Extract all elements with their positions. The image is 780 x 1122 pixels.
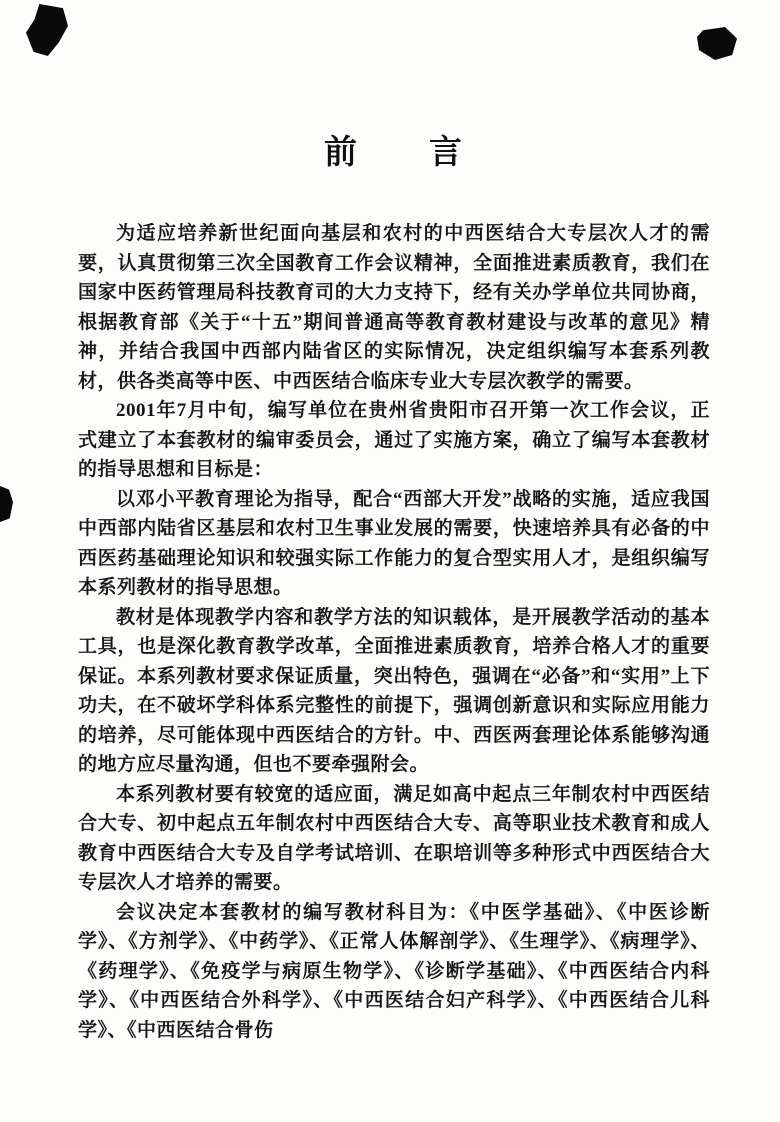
preface-paragraph-6: 会议决定本套教材的编写教材科目为：《中医学基础》、《中医诊断学》、《方剂学》、《中药学》、《正常人体解剖学》、《生理学》、《病理学》、《药理学》、《免疫学与病原生物学》、《诊断学基础》、《中西医结合内科学》、《中西医结合外科学》、《中西医结合妇产科学》、《中西医结合儿科学》、《中西医结合骨伤 (78, 901, 710, 1041)
preface-paragraph-3: 以邓小平教育理论为指导，配合“西部大开发”战略的实施，适应我国中西部内陆省区基层和农村卫生事业发展的需要，快速培养具有必备的中西医药基础理论知识和较强实际工作能力的复合型实用人才，是组织编写本系列教材的指导思想。 (78, 488, 710, 598)
preface-body (78, 219, 710, 1045)
page-title: 前 言 (324, 135, 464, 171)
scan-smudge-top-left-icon (26, 4, 68, 56)
scan-smudge-left-edge-icon (0, 486, 13, 522)
page-content (78, 126, 710, 1045)
preface-paragraph-5: 本系列教材要有较宽的适应面，满足如高中起点三年制农村中西医结合大专、初中起点五年制农村中西医结合大专、高等职业技术教育和成人教育中西医结合大专及自学考试培训、在职培训等多种形式中西医结合大专层次人才培养的需要。 (78, 783, 710, 893)
preface-paragraph-2: 2001年7月中旬，编写单位在贵州省贵阳市召开第一次工作会议，正式建立了本套教材的编审委员会，通过了实施方案，确立了编写本套教材的指导思想和目标是： (78, 400, 710, 480)
scan-smudge-top-right-icon (697, 27, 737, 60)
preface-paragraph-4: 教材是体现教学内容和教学方法的知识载体，是开展教学活动的基本工具，也是深化教育教学改革，全面推进素质教育，培养合格人才的重要保证。本系列教材要求保证质量，突出特色，强调在“必备”和“实用”上下功夫，在不破坏学科体系完整性的前提下，强调创新意识和实际应用能力的培养，尽可能体现中西医结合的方针。中、西医两套理论体系能够沟通的地方应尽量沟通，但也不要牵强附会。 (78, 606, 710, 775)
preface-paragraph-1: 为适应培养新世纪面向基层和农村的中西医结合大专层次人才的需要，认真贯彻第三次全国教育工作会议精神，全面推进素质教育，我们在国家中医药管理局科技教育司的大力支持下，经有关办学单位共同协商，根据教育部《关于“十五”期间普通高等教育教材建设与改革的意见》精神，并结合我国中西部内陆省区的实际情况，决定组织编写本套系列教材，供各类高等中医、中西医结合临床专业大专层次教学的需要。 (78, 223, 710, 392)
